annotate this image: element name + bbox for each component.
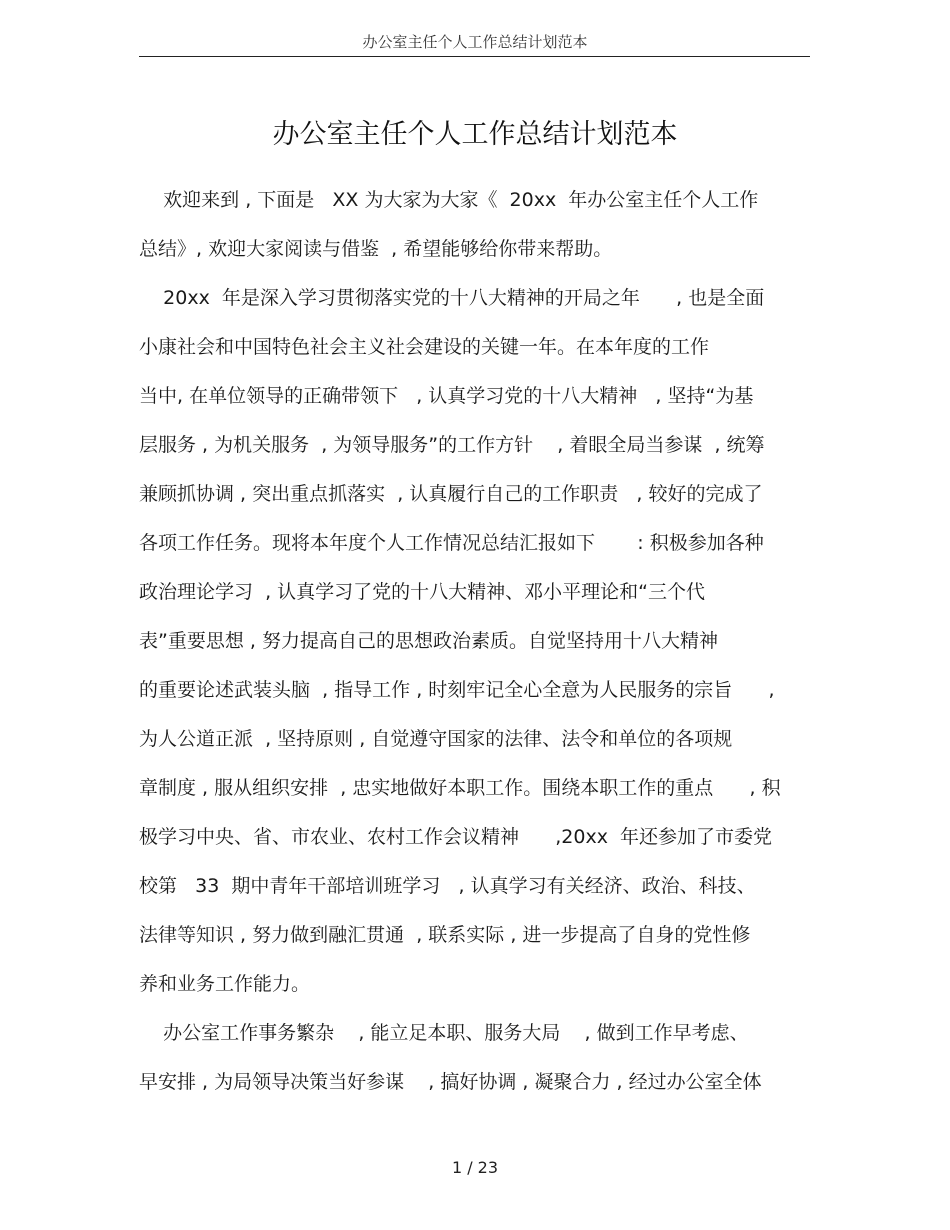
body-line: 极学习中央、省、市农业、农村工作会议精神 ,20xx 年还参加了市委党 [139,826,773,848]
body-line: 层服务 , 为机关服务 , 为领导服务”的工作方针 , 着眼全局当参谋 , 统筹 [139,434,765,456]
body-line: 法律等知识 , 努力做到融汇贯通 , 联系实际 , 进一步提高了自身的党性修 [139,924,751,946]
body-line: 章制度 , 服从组织安排 , 忠实地做好本职工作。围绕本职工作的重点 , 积 [139,777,781,799]
running-header: 办公室主任个人工作总结计划范本 [362,33,588,51]
body-line: 早安排 , 为局领导决策当好参谋 , 搞好协调 , 凝聚合力 , 经过办公室全体 [139,1071,762,1093]
body-line: 各项工作任务。现将本年度个人工作情况总结汇报如下 : 积极参加各种 [139,532,764,554]
body-line: 欢迎来到 , 下面是 XX 为大家为大家《 20xx 年办公室主任个人工作 [139,189,759,211]
body-line: 当中, 在单位领导的正确带领下 , 认真学习党的十八大精神 , 坚持“为基 [139,385,754,407]
body-line: 为人公道正派 , 坚持原则 , 自觉遵守国家的法律、法令和单位的各项规 [139,728,733,750]
body-line: 总结》, 欢迎大家阅读与借鉴 , 希望能够给你带来帮助。 [139,238,613,260]
body-line: 表”重要思想 , 努力提高自己的思想政治素质。自觉坚持用十八大精神 [139,630,718,652]
body-line: 兼顾抓协调 , 突出重点抓落实 , 认真履行自己的工作职责 , 较好的完成了 [139,483,763,505]
body-line: 办公室工作事务繁杂 , 能立足本职、服务大局 , 做到工作早考虑、 [139,1022,749,1044]
header-divider [139,56,810,57]
body-line: 校第 33 期中青年干部培训班学习 , 认真学习有关经济、政治、科技、 [139,875,756,897]
body-line: 政治理论学习 , 认真学习了党的十八大精神、邓小平理论和“三个代 [139,581,706,603]
body-line: 20xx 年是深入学习贯彻落实党的十八大精神的开局之年 , 也是全面 [139,287,765,309]
body-line: 养和业务工作能力。 [139,973,311,995]
page-number: 1 / 23 [451,1158,499,1177]
document-title: 办公室主任个人工作总结计划范本 [272,119,678,150]
body-line: 的重要论述武装头脑 , 指导工作 , 时刻牢记全心全意为人民服务的宗旨 , [139,679,775,701]
body-line: 小康社会和中国特色社会主义社会建设的关键一年。在本年度的工作 [139,336,710,358]
document-body [139,176,819,1107]
